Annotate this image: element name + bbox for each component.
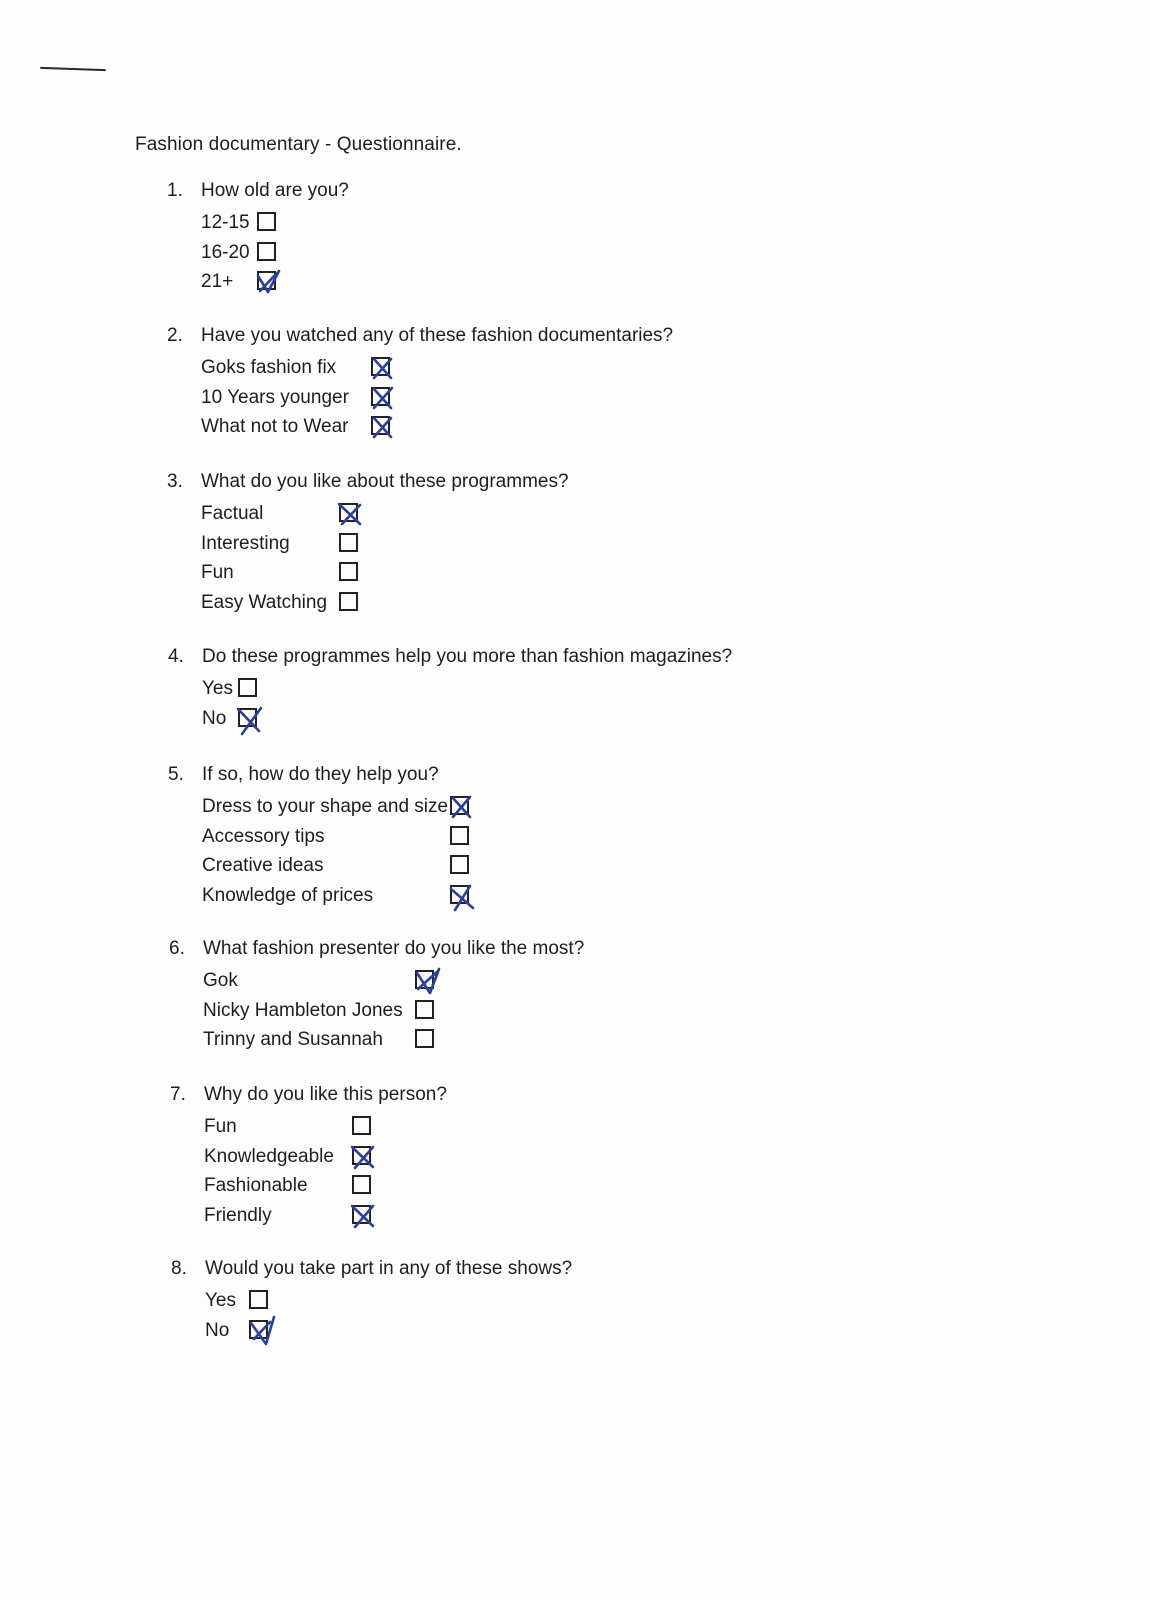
question-text: Have you watched any of these fashion documentaries? [201,325,674,346]
cross-mark-icon [414,969,439,994]
question-number: 5. [168,764,184,785]
checkbox[interactable] [450,885,469,904]
question-number: 2. [167,325,183,346]
cross-mark-icon [237,707,262,732]
option-label: Fashionable [204,1175,308,1196]
checkbox[interactable] [415,970,434,989]
option-label: Yes [202,678,233,699]
option-label: No [202,707,227,729]
option-label: 16-20 [201,241,250,263]
checkbox[interactable] [415,1029,434,1048]
document-title: Fashion documentary - Questionnaire. [135,134,462,155]
question-number: 8. [171,1258,187,1279]
option-label: Knowledgeable [204,1145,334,1167]
option-label: Gok [203,970,238,991]
option-label: 21+ [201,271,234,292]
checkbox[interactable] [257,271,276,290]
cross-mark-icon [449,884,474,909]
checkbox[interactable] [371,357,390,376]
checkbox[interactable] [238,678,257,697]
checkbox[interactable] [238,708,257,727]
question-text: How old are you? [201,180,349,201]
checkbox[interactable] [339,533,358,552]
option-label: Goks fashion fix [201,357,337,378]
checkbox[interactable] [415,1000,434,1019]
option-label: Friendly [204,1204,272,1226]
checkbox[interactable] [352,1175,371,1194]
cross-mark-icon [370,415,395,440]
option-label: Nicky Hambleton Jones [203,999,403,1021]
option-label: Creative ideas [202,855,324,876]
checkbox[interactable] [450,826,469,845]
question-text: If so, how do they help you? [202,764,439,785]
checkbox[interactable] [257,212,276,231]
option-label: Fun [201,562,234,583]
option-label: Fun [204,1116,237,1137]
cross-mark-icon [370,386,395,411]
option-label: Accessory tips [202,825,325,847]
checkbox[interactable] [352,1146,371,1165]
checkbox[interactable] [352,1116,371,1135]
question-number: 7. [170,1084,186,1105]
checkbox[interactable] [371,387,390,406]
option-label: Trinny and Susannah [203,1029,383,1050]
checkbox[interactable] [450,796,469,815]
checkbox[interactable] [450,855,469,874]
option-label: Knowledge of prices [202,884,374,906]
question-text: Why do you like this person? [204,1084,447,1105]
cross-mark-icon [351,1204,376,1229]
cross-mark-icon [256,270,281,295]
option-label: Easy Watching [201,591,328,613]
question-number: 3. [167,471,183,492]
checkbox[interactable] [339,503,358,522]
cross-mark-icon [248,1319,273,1344]
option-label: Dress to your shape and size [202,796,449,817]
question-text: What fashion presenter do you like the most? [203,938,585,959]
checkbox[interactable] [339,592,358,611]
option-label: Yes [205,1290,236,1311]
question-number: 1. [167,180,183,201]
option-label: 10 Years younger [201,386,349,408]
checkbox[interactable] [257,242,276,261]
question-text: What do you like about these programmes? [201,471,569,492]
cross-mark-icon [338,502,363,527]
pen-stroke-mark [40,67,106,71]
cross-mark-icon [351,1145,376,1170]
cross-mark-icon [370,356,395,381]
question-text: Would you take part in any of these shows? [205,1258,573,1279]
checkbox[interactable] [249,1290,268,1309]
option-label: Interesting [201,532,290,554]
checkbox[interactable] [339,562,358,581]
checkbox[interactable] [371,416,390,435]
checkbox[interactable] [352,1205,371,1224]
option-label: What not to Wear [201,416,349,437]
question-number: 4. [168,646,184,667]
cross-mark-icon [449,795,474,820]
option-label: 12-15 [201,212,250,233]
option-label: No [205,1319,230,1341]
question-text: Do these programmes help you more than fashion magazines? [202,646,733,667]
option-label: Factual [201,503,264,524]
question-number: 6. [169,938,185,959]
checkbox[interactable] [249,1320,268,1339]
